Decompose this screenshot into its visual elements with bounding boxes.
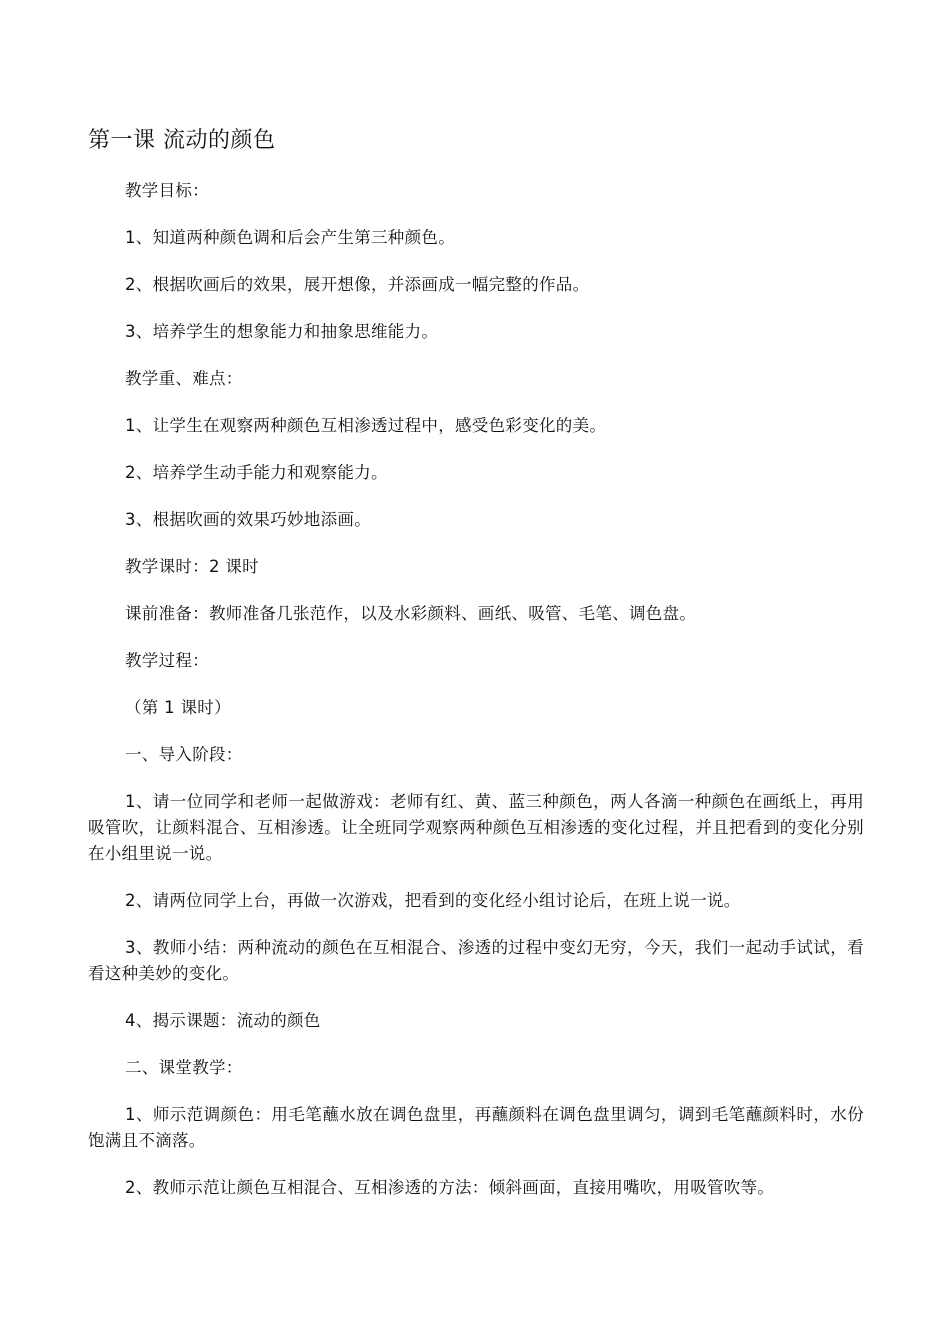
paragraph-teaching-step-2: 2、教师示范让颜色互相混合、互相渗透的方法：倾斜画面，直接用嘴吹，用吸管吹等。: [125, 1178, 775, 1197]
paragraph-intro-step-3: 3、教师小结：两种流动的颜色在互相混合、渗透的过程中变幻无穷，今天，我们一起动手试试，看看这种美妙的变化。: [88, 938, 864, 983]
paragraph-session-label: （第 1 课时）: [125, 698, 231, 717]
paragraph-intro-step-1: 1、请一位同学和老师一起做游戏：老师有红、黄、蓝三种颜色，两人各滴一种颜色在画纸上，再用吸管吹，让颜料混合、互相渗透。让全班同学观察两种颜色互相渗透的变化过程，并且把看到的变化分别在小组里说一说。: [88, 792, 864, 863]
paragraph-preparation: 课前准备：教师准备几张范作，以及水彩颜料、画纸、吸管、毛笔、调色盘。: [125, 604, 697, 623]
paragraph-intro-step-2: 2、请两位同学上台，再做一次游戏，把看到的变化经小组讨论后，在班上说一说。: [125, 891, 741, 910]
paragraph-section-intro: 一、导入阶段：: [125, 745, 243, 764]
paragraph-objectives-heading: 教学目标：: [125, 181, 209, 200]
paragraph-keypoint-3: 3、根据吹画的效果巧妙地添画。: [125, 510, 371, 529]
paragraph-process-heading: 教学过程：: [125, 651, 209, 670]
paragraph-keypoint-1: 1、让学生在观察两种颜色互相渗透过程中，感受色彩变化的美。: [125, 416, 607, 435]
paragraph-objective-3: 3、培养学生的想象能力和抽象思维能力。: [125, 322, 439, 341]
lesson-title: 第一课 流动的颜色: [88, 128, 276, 153]
paragraph-class-hours: 教学课时：2 课时: [125, 557, 259, 576]
paragraph-objective-1: 1、知道两种颜色调和后会产生第三种颜色。: [125, 228, 455, 247]
paragraph-intro-step-4: 4、揭示课题：流动的颜色: [125, 1011, 321, 1030]
paragraph-section-teaching: 二、课堂教学：: [125, 1058, 243, 1077]
paragraph-keypoints-heading: 教学重、难点：: [125, 369, 243, 388]
paragraph-objective-2: 2、根据吹画后的效果，展开想像，并添画成一幅完整的作品。: [125, 275, 590, 294]
paragraph-keypoint-2: 2、培养学生动手能力和观察能力。: [125, 463, 388, 482]
paragraph-teaching-step-1: 1、师示范调颜色：用毛笔蘸水放在调色盘里，再蘸颜料在调色盘里调匀，调到毛笔蘸颜料时，水份饱满且不滴落。: [88, 1105, 864, 1150]
document-page: [88, 126, 864, 1222]
